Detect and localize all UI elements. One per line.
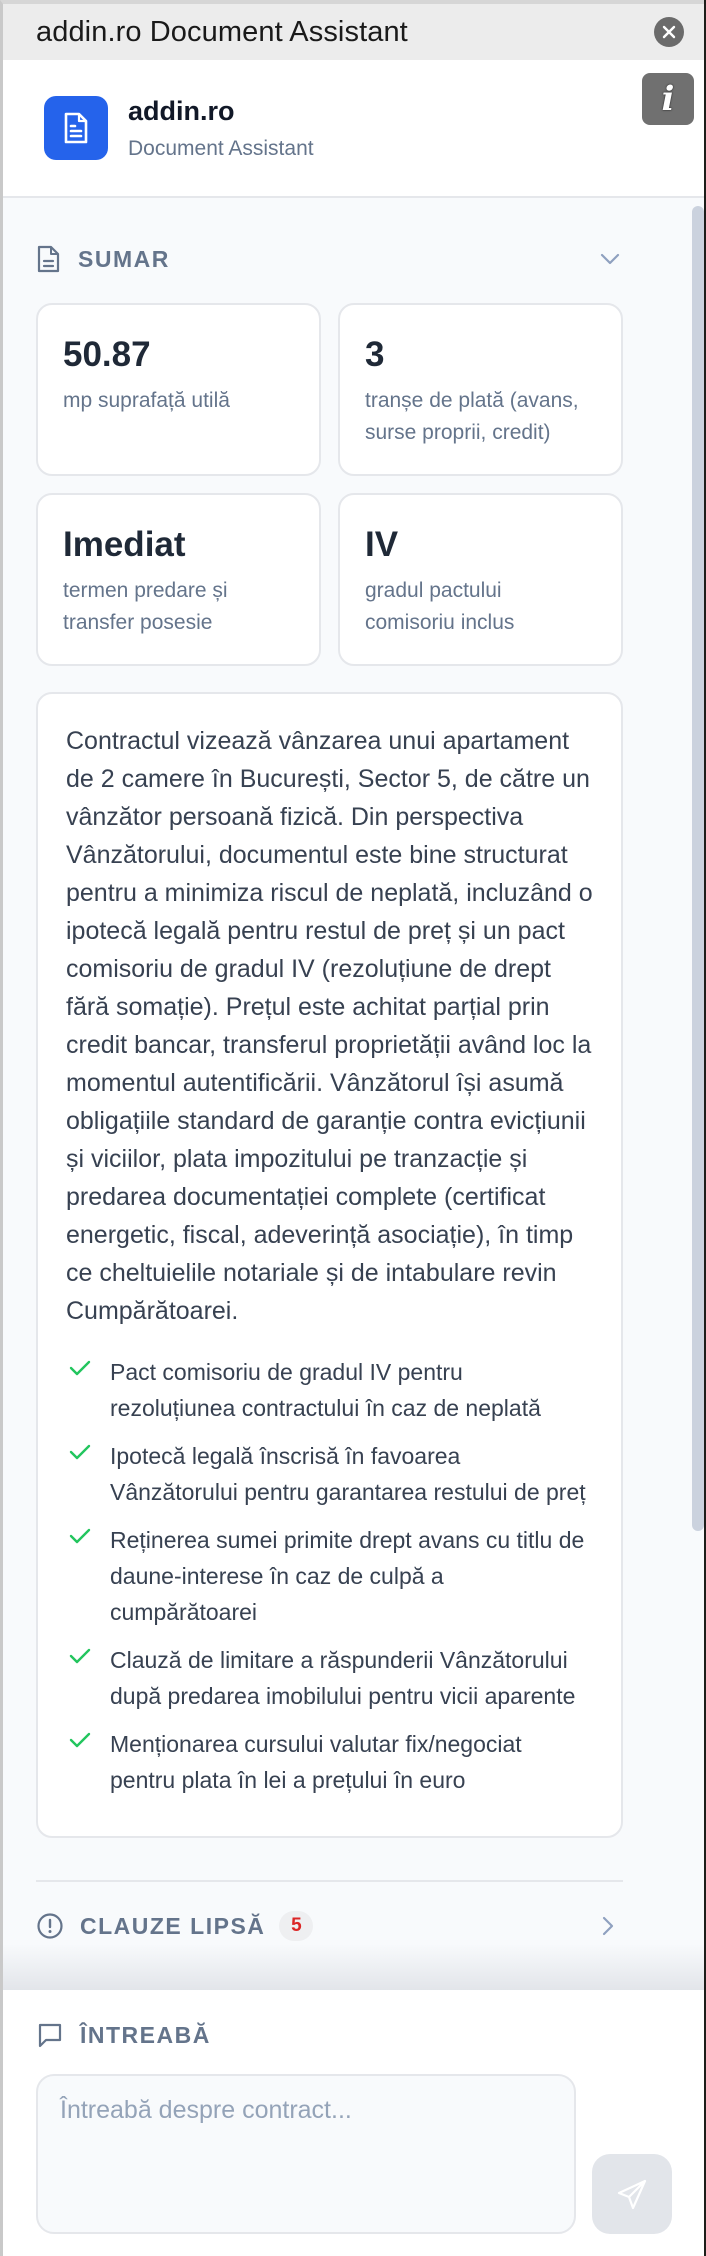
stat-value: Imediat [63,525,186,564]
check-icon [66,1646,94,1666]
section-divider [36,1880,623,1882]
brand-subtitle: Document Assistant [128,136,314,160]
info-button[interactable] [642,73,694,125]
highlight-text: Pact comisoriu de gradul IV pentru rezoluțiunea contractului în caz de neplată [110,1359,541,1421]
chevron-down-icon[interactable] [599,252,621,266]
highlight-item [66,1522,593,1630]
close-button[interactable] [654,17,684,47]
summary-stats [36,303,623,666]
highlight-text: Ipotecă legală înscrisă în favoarea Vânzătorului pentru garantarea restului de preț [110,1443,586,1505]
highlight-item [66,1642,593,1714]
stat-card [338,493,623,666]
title-bar [3,4,704,60]
document-icon [61,111,91,145]
stat-label: termen predare și transfer posesie [63,579,228,634]
highlight-item [66,1354,593,1426]
stat-label: gradul pactului comisoriu inclus [365,579,515,634]
document-outline-icon [36,245,62,273]
stat-label: mp suprafață utilă [63,389,230,412]
results-scroll-area[interactable] [3,198,704,1990]
summary-title: SUMAR [78,245,170,272]
stat-value: 3 [365,335,385,374]
summary-card [36,692,623,1838]
close-icon [662,25,676,39]
highlight-item [66,1438,593,1510]
missing-clauses-title: CLAUZE LIPSĂ [80,1912,266,1939]
ask-title: ÎNTREABĂ [80,2021,211,2048]
stat-card [36,303,321,476]
ask-header [36,2018,704,2052]
stat-value: IV [365,525,399,564]
question-input[interactable] [36,2074,576,2234]
check-icon [66,1730,94,1750]
summary-text: Contractul vizează vânzarea unui apartament de 2 camere în București, Sector 5, de către un vânzător persoană fizică. Din perspectiva Vânzătorului, documentul este bine structurat pentru a minimiza riscul de neplată, incluzând o ipotecă legală pentru restul de preț și un pact comisoriu de gradul IV (rezoluțiune de drept fără somație). Prețul este achitat parțial prin credit bancar, transferul proprietății având loc la momentul autentificării. Vânzătorul își asumă obligațiile standard de garanție contra evicțiunii și viciilor, plata impozitului pe tranzacție și predarea documentației complete (certificat energetic, fiscal, adeverință asociație), în timp ce cheltuielile notariale și de intabulare revin Cumpărătoarei. [66,727,593,1325]
check-icon [66,1442,94,1462]
chat-bubble-icon [36,2021,64,2049]
check-icon [66,1526,94,1546]
highlight-item [66,1726,593,1798]
highlight-text: Reținerea sumei primite drept avans cu titlu de daune-interese în caz de culpă a cumpărătoarei [110,1527,585,1625]
alert-circle-icon [36,1912,64,1940]
stat-card [338,303,623,476]
send-button[interactable] [592,2154,672,2234]
check-icon [66,1358,94,1378]
send-icon [615,2177,649,2211]
window-title: addin.ro Document Assistant [36,15,408,48]
ask-panel [3,1990,704,2256]
highlight-text: Menționarea cursului valutar fix/negociat pentru plata în lei a prețului în euro [110,1731,522,1793]
brand [128,96,314,161]
summary-section-header[interactable] [36,241,623,277]
missing-clauses-count-badge: 5 [279,1911,313,1941]
missing-clauses-header[interactable] [36,1908,623,1944]
brand-name: addin.ro [128,95,235,126]
app-logo [44,96,108,160]
stat-card [36,493,321,666]
highlights-list [66,1354,593,1798]
scroll-fade [3,1944,704,1990]
stat-value: 50.87 [63,335,151,374]
app-header [3,60,704,198]
info-icon: i [661,79,675,119]
chevron-right-icon[interactable] [601,1915,615,1937]
stat-label: tranșe de plată (avans, surse proprii, credit) [365,389,579,444]
scrollbar-thumb[interactable] [692,206,704,1531]
highlight-text: Clauză de limitare a răspunderii Vânzătorului după predarea imobilului pentru vicii aparente [110,1647,576,1709]
